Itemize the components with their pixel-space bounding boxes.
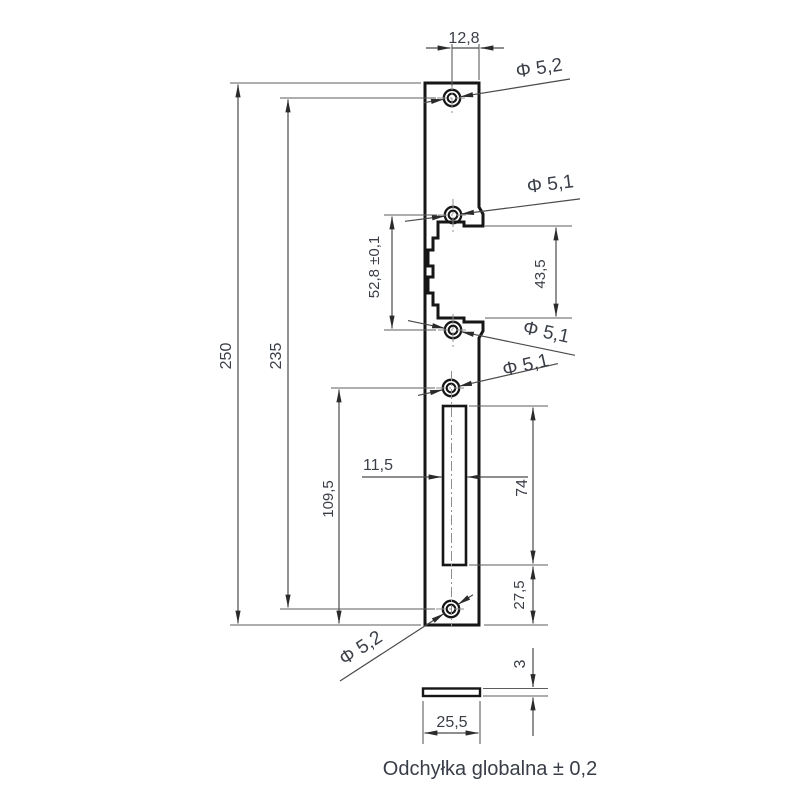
dim-label-74: 74 [514,479,531,497]
dim-slot-height [514,408,533,564]
dim-hole-span-outer [268,100,288,608]
dim-label-235: 235 [268,342,285,370]
latch-slot [443,406,466,565]
dim-overall-height [218,85,238,624]
dim-slot-to-bottom [511,567,533,624]
dim-label-3: 3 [512,659,529,669]
side-view-bar [423,689,480,697]
dim-hole-to-edge [426,30,504,48]
dim-label-27-5: 27,5 [511,580,528,610]
label-hole-middle-diameter: Φ 5,1 [521,317,572,348]
dim-label-250: 250 [218,342,235,370]
extension-lines [230,44,572,625]
plate-front-view [425,83,483,625]
dim-lower-section [320,390,339,624]
plate-side-view [423,648,548,744]
dim-label-11-5: 11,5 [363,457,393,474]
label-hole-lower-diameter: Φ 5,1 [500,350,551,382]
dim-label-12-8: 12,8 [448,30,480,47]
dim-label-109-5: 109,5 [320,480,337,518]
dim-plate-width [425,714,479,733]
dim-thickness [512,648,533,736]
dim-label-25-5: 25,5 [436,714,468,731]
dim-pocket-height [532,228,556,317]
dim-label-43-5: 43,5 [532,259,549,289]
tolerance-note: Odchyłka globalna ± 0,2 [382,758,598,780]
label-hole-top-diameter: Φ 5,2 [514,54,564,83]
label-hole-bottom-diameter: Φ 5,2 [335,626,387,670]
dim-label-52-8: 52,8 ±0,1 [366,235,383,299]
dim-upper-hole-span [366,217,392,329]
label-hole-upper-diameter: Φ 5,1 [525,171,575,198]
